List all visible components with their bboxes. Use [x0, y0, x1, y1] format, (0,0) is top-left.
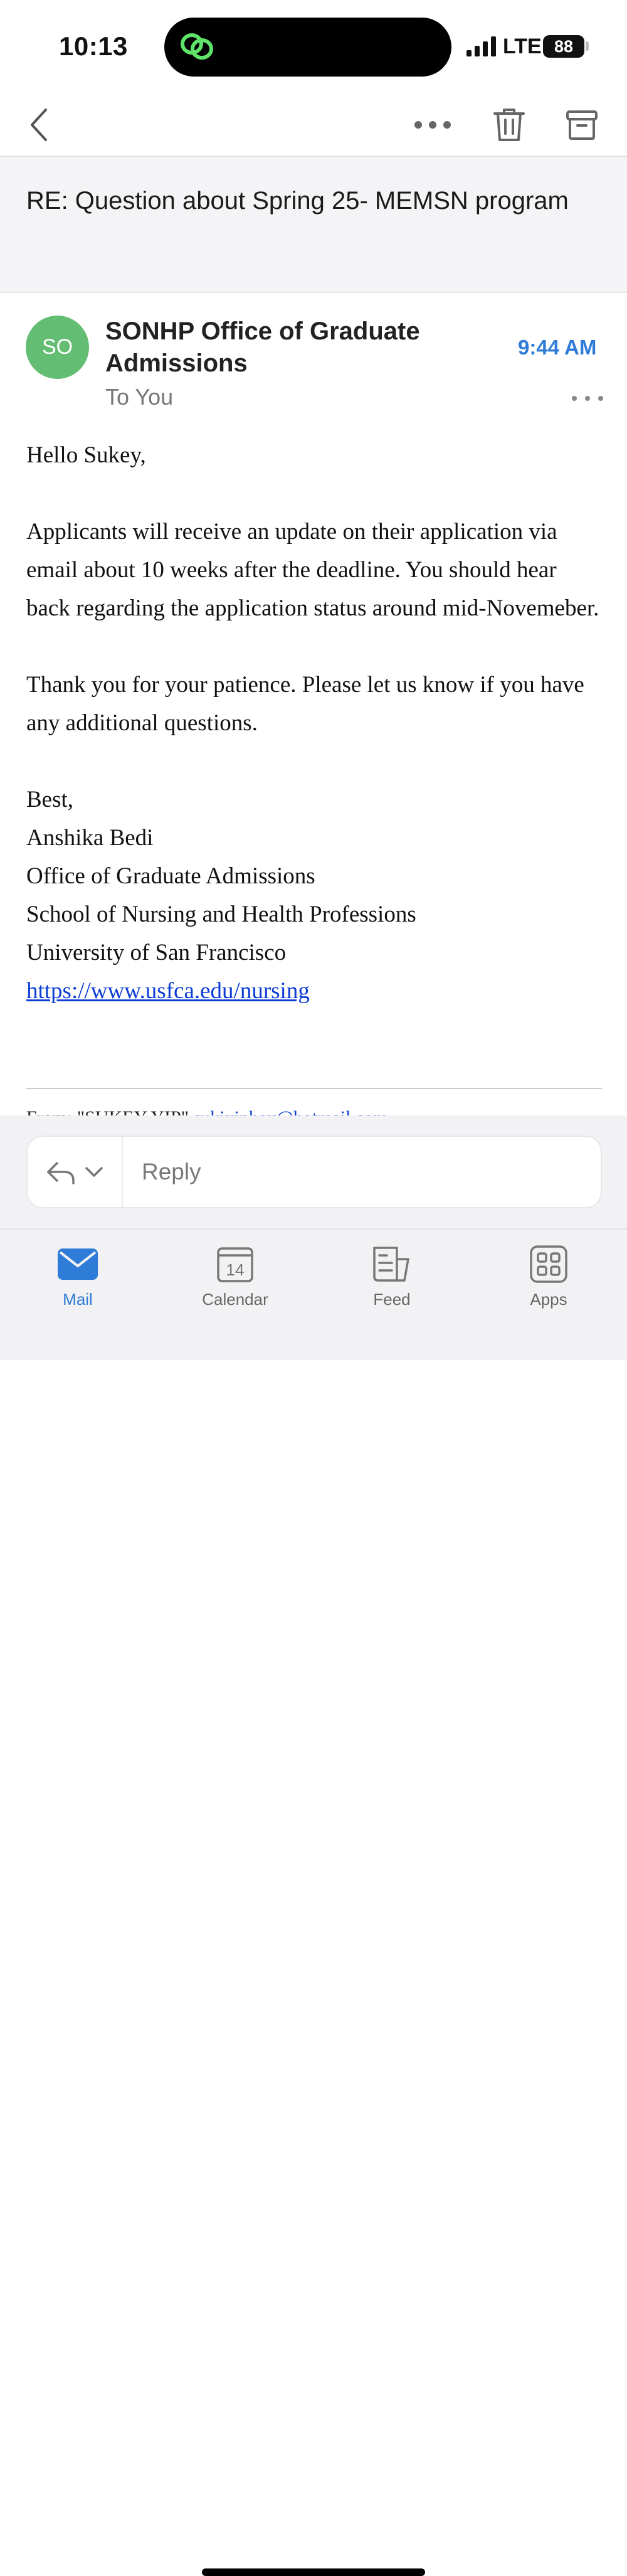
dot-icon [572, 396, 577, 401]
tab-calendar[interactable] [172, 1242, 298, 1317]
recipients-line[interactable]: To You [105, 384, 174, 410]
feed-icon [372, 1245, 412, 1283]
archive-button[interactable] [557, 94, 607, 156]
message-time: 9:44 AM [518, 336, 597, 359]
apps-grid-icon [530, 1245, 567, 1283]
signature-line: Anshika Bedi [26, 825, 154, 851]
quote-divider [26, 1088, 602, 1089]
nursing-link[interactable]: https://www.usfca.edu/nursing [26, 978, 310, 1004]
signature-line: Office of Graduate Admissions [26, 863, 315, 889]
message-more-button[interactable] [572, 389, 603, 408]
home-indicator [202, 2568, 425, 2576]
quoted-from-line [26, 1105, 602, 1115]
reply-input[interactable]: Reply [142, 1159, 201, 1184]
sender-name[interactable]: SONHP Office of Graduate Admissions [105, 317, 420, 377]
chevron-left-icon [27, 107, 52, 142]
status-time: 10:13 [59, 31, 128, 61]
email-subject: RE: Question about Spring 25- MEMSN program [26, 187, 569, 215]
subject-header [0, 157, 627, 293]
calendar-date: 14 [226, 1260, 245, 1279]
delete-button[interactable] [484, 94, 534, 156]
tab-apps[interactable] [486, 1242, 611, 1317]
dot-icon [598, 396, 603, 401]
tab-bar [0, 1230, 627, 1360]
body-paragraph: Applicants will receive an update on their application via email about 10 weeks after the deadline. You should hear back regarding the application status around mid-Novemeber. [26, 519, 599, 621]
signature-line: University of San Francisco [26, 940, 287, 966]
sender-avatar[interactable]: SO [26, 316, 89, 379]
calendar-icon [216, 1245, 254, 1283]
network-type: LTE [503, 35, 542, 58]
reply-box [26, 1136, 602, 1208]
dot-icon [585, 396, 590, 401]
link-app-icon [178, 29, 216, 64]
greeting: Hello Sukey, [26, 442, 146, 468]
tab-calendar-label: Calendar [202, 1290, 268, 1309]
chevron-down-icon [85, 1166, 103, 1178]
trash-icon [493, 107, 525, 142]
reply-options-button[interactable] [28, 1137, 123, 1207]
signal-icon [466, 36, 498, 56]
reply-bar [0, 1115, 627, 1230]
archive-icon [566, 109, 598, 141]
ellipsis-icon [414, 120, 451, 129]
tab-mail[interactable] [15, 1242, 140, 1317]
body-paragraph: Thank you for your patience. Please let us know if you have any additional questions. [26, 672, 584, 736]
battery-icon: 88 [543, 35, 584, 58]
dynamic-island [164, 18, 451, 77]
signature-line: School of Nursing and Health Professions [26, 902, 416, 927]
tab-feed[interactable] [329, 1242, 455, 1317]
tab-apps-label: Apps [530, 1290, 567, 1309]
back-button[interactable] [18, 94, 61, 156]
status-bar [0, 0, 627, 94]
signoff: Best, [26, 787, 74, 812]
tab-feed-label: Feed [373, 1290, 411, 1309]
more-actions-button[interactable] [408, 94, 458, 156]
tab-mail-label: Mail [63, 1290, 93, 1309]
reply-arrow-icon [46, 1159, 76, 1184]
mail-icon [58, 1248, 98, 1280]
battery-nub [586, 41, 589, 51]
email-body [26, 436, 603, 1010]
message-toolbar [0, 94, 627, 157]
